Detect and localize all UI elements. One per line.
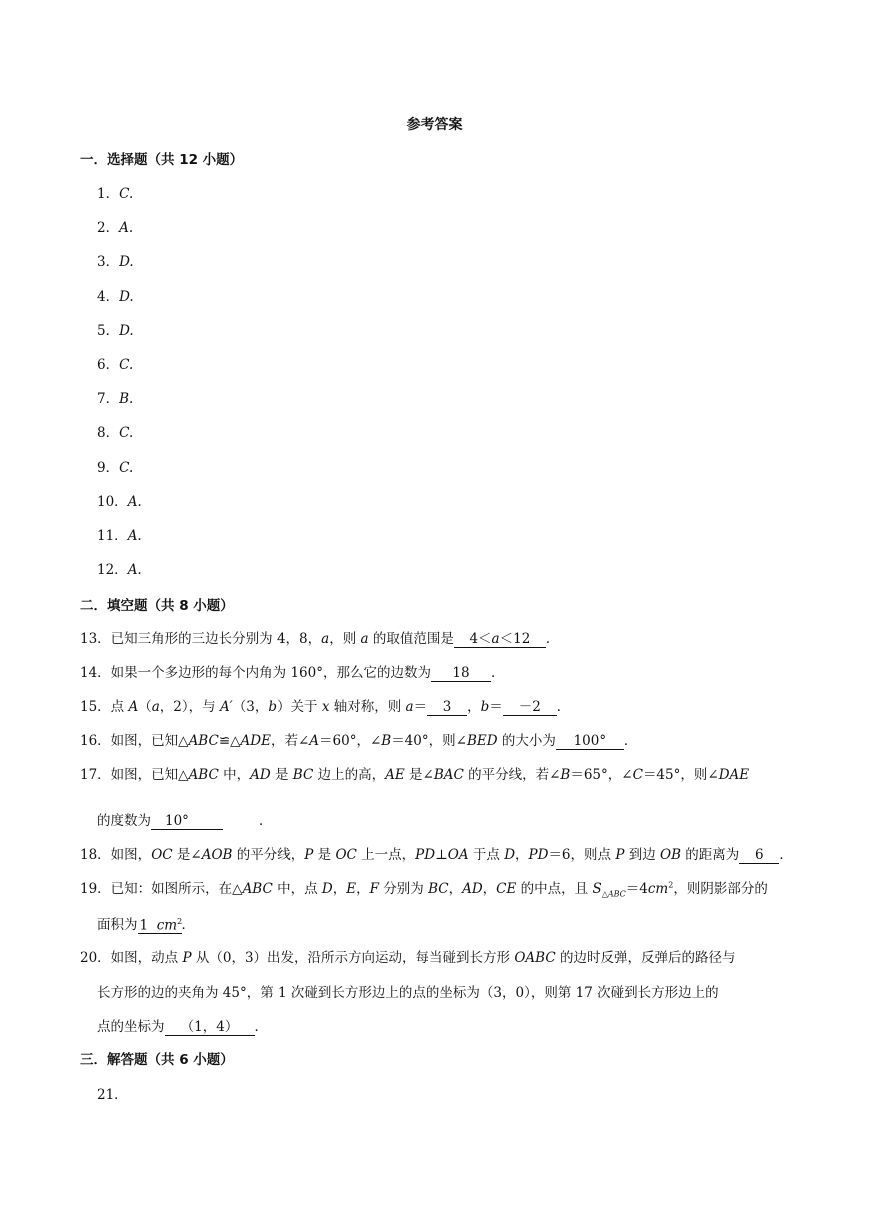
mc-answer-row bbox=[97, 285, 134, 305]
question-13: 13．已知三角形的三边长分别为 4，8，a，则 a 的取值范围是 4＜a＜12 ． bbox=[80, 631, 560, 647]
question-19-line-2: 面积为 1 $cm^2$． bbox=[97, 913, 195, 934]
mc-answer-row bbox=[97, 387, 133, 407]
mc-question-number: 10． bbox=[97, 493, 128, 510]
mc-answer-row bbox=[97, 421, 133, 441]
answer-blank-13: 4＜a＜12 bbox=[454, 632, 546, 648]
answer-blank-19: 1 $cm^2$ bbox=[138, 914, 182, 935]
answer-blank-17: 10° bbox=[151, 814, 223, 830]
mc-answer-letter: C. bbox=[119, 186, 134, 202]
mc-answer-row bbox=[97, 558, 142, 578]
mc-question-number: 1． bbox=[97, 186, 120, 202]
mc-answer-row bbox=[97, 524, 142, 544]
question-19-line-1: 19．已知：如图所示，在△ABC 中，点 D，E，F 分别为 BC，AD，CE 的中点，且 $S_{\triangle ABC}=4cm^2$，则阴影部分的 bbox=[80, 880, 768, 899]
mc-answer-letter: A. bbox=[127, 562, 142, 579]
mc-answer-letter: C. bbox=[119, 357, 134, 373]
mc-answer-letter: D. bbox=[119, 288, 134, 305]
question-15: 15．点 A（a，2），与 A′（3，b）关于 x 轴对称，则 a＝ 3 ，b＝ －2 ． bbox=[80, 699, 571, 715]
answer-blank-20: （1，4） bbox=[165, 1020, 255, 1036]
mc-question-number: 11． bbox=[97, 528, 128, 544]
question-17-line-2: 的度数为 10° ． bbox=[97, 813, 273, 829]
answer-blank-14: 18 bbox=[431, 666, 491, 682]
mc-answer-letter: A. bbox=[119, 220, 134, 237]
answer-blank-18: 6 bbox=[739, 848, 779, 864]
mc-answer-letter: C. bbox=[119, 459, 134, 476]
section-fill-in-heading: 二．填空题（共 8 小题） bbox=[80, 598, 234, 614]
question-18: 18．如图，OC 是∠AOB 的平分线，P 是 OC 上一点，PD⊥OA 于点 D，PD＝6，则点 P 到边 OB 的距离为 6 ． bbox=[80, 847, 793, 863]
mc-answer-letter: A. bbox=[127, 528, 142, 544]
answer-blank-16: 100° bbox=[556, 734, 624, 750]
question-17-line-1: 17．如图，已知△ABC 中，AD 是 BC 边上的高，AE 是∠BAC 的平分线，若∠B＝65°，∠C＝45°，则∠DAE bbox=[80, 767, 750, 783]
question-20-line-2: 长方形的边的夹角为 45°，第 1 次碰到长方形边上的点的坐标为（3，0），则第 17 次碰到长方形边上的 bbox=[97, 985, 719, 1001]
mc-answer-row bbox=[97, 250, 134, 270]
mc-answer-letter: B. bbox=[119, 391, 134, 408]
mc-answer-letter: C. bbox=[119, 425, 134, 442]
mc-question-number: 12． bbox=[97, 562, 128, 579]
mc-answer-row bbox=[97, 353, 133, 373]
mc-answer-letter: A. bbox=[127, 493, 142, 510]
question-20-line-1: 20．如图，动点 P 从（0，3）出发，沿所示方向运动，每当碰到长方形 OABC 的边时反弹，反弹后的路径与 bbox=[80, 950, 736, 966]
question-21: 21． bbox=[97, 1087, 128, 1103]
answer-blank-15a: 3 bbox=[427, 700, 467, 716]
mc-question-number: 2． bbox=[97, 220, 120, 237]
mc-answer-row bbox=[97, 456, 133, 476]
question-16: 16．如图，已知△ABC≌△ADE，若∠A＝60°，∠B＝40°，则∠BED 的大小为 100° ． bbox=[80, 733, 638, 749]
answer-blank-15b: －2 bbox=[503, 700, 557, 716]
mc-question-number: 8． bbox=[97, 425, 120, 442]
mc-question-number: 4． bbox=[97, 288, 120, 305]
section-multiple-choice-heading: 一．选择题（共 12 小题） bbox=[80, 152, 244, 168]
mc-answer-row bbox=[97, 182, 133, 202]
mc-question-number: 3． bbox=[97, 254, 120, 271]
mc-question-number: 9． bbox=[97, 459, 120, 476]
section-solutions-heading: 三．解答题（共 6 小题） bbox=[80, 1052, 234, 1068]
question-14: 14．如果一个多边形的每个内角为 160°，那么它的边数为 18 ． bbox=[80, 665, 505, 681]
question-20-line-3: 点的坐标为 （1，4） ． bbox=[97, 1019, 268, 1035]
mc-answer-letter: D. bbox=[119, 322, 134, 339]
mc-question-number: 7． bbox=[97, 391, 120, 408]
mc-answer-letter: D. bbox=[119, 254, 134, 271]
page-title: 参考答案 bbox=[406, 117, 463, 133]
mc-question-number: 6． bbox=[97, 357, 120, 373]
mc-question-number: 5． bbox=[97, 322, 120, 339]
mc-answer-row bbox=[97, 490, 142, 510]
mc-answer-row bbox=[97, 216, 133, 236]
mc-answer-row bbox=[97, 319, 134, 339]
